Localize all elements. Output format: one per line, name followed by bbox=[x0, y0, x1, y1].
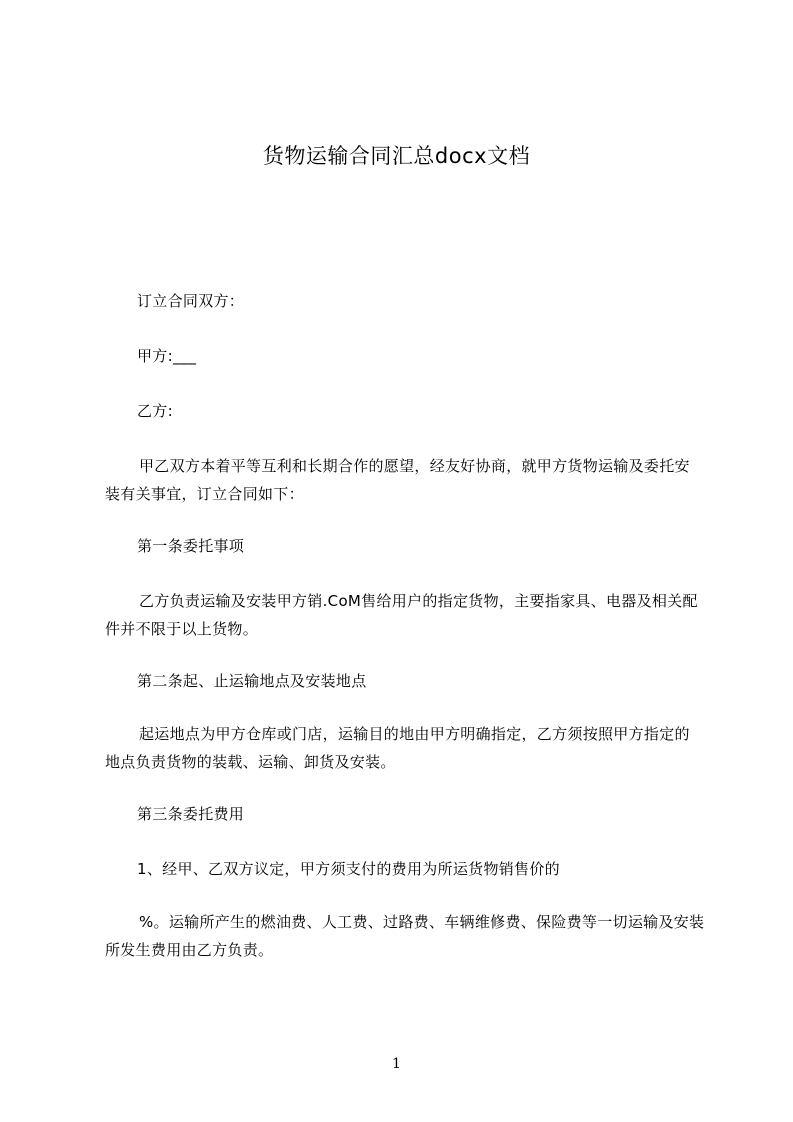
article-1-body: 乙方负责运输及安装甲方销.CoM售给用户的指定货物，主要指家具、电器及相关配件并不限于以上货物。 bbox=[105, 592, 698, 638]
document-title: 货物运输合同汇总docx文档 bbox=[262, 144, 531, 168]
article-2-heading: 第二条起、止运输地点及安装地点 bbox=[137, 672, 367, 690]
parties-heading: 订立合同双方： bbox=[137, 292, 245, 310]
page-number: 1 bbox=[392, 1056, 401, 1072]
party-b-line: 乙方: bbox=[137, 402, 173, 420]
article-1-heading: 第一条委托事项 bbox=[137, 537, 245, 555]
article-2-body: 起运地点为甲方仓库或门店，运输目的地由甲方明确指定，乙方须按照甲方指定的地点负责货物的装载、运输、卸货及安装。 bbox=[105, 725, 690, 771]
preamble-paragraph: 甲乙双方本着平等互利和长期合作的愿望，经友好协商，就甲方货物运输及委托安装有关事宜，订立合同如下： bbox=[105, 457, 690, 503]
article-3-clause-1-continued: %。运输所产生的燃油费、人工费、过路费、车辆维修费、保险费等一切运输及安装所发生费用由乙方负责。 bbox=[105, 913, 705, 959]
party-a-line: 甲方:___ bbox=[137, 347, 197, 365]
article-3-clause-1: 1、经甲、乙双方议定，甲方须支付的费用为所运货物销售价的 bbox=[137, 860, 560, 878]
article-3-heading: 第三条委托费用 bbox=[137, 805, 245, 823]
